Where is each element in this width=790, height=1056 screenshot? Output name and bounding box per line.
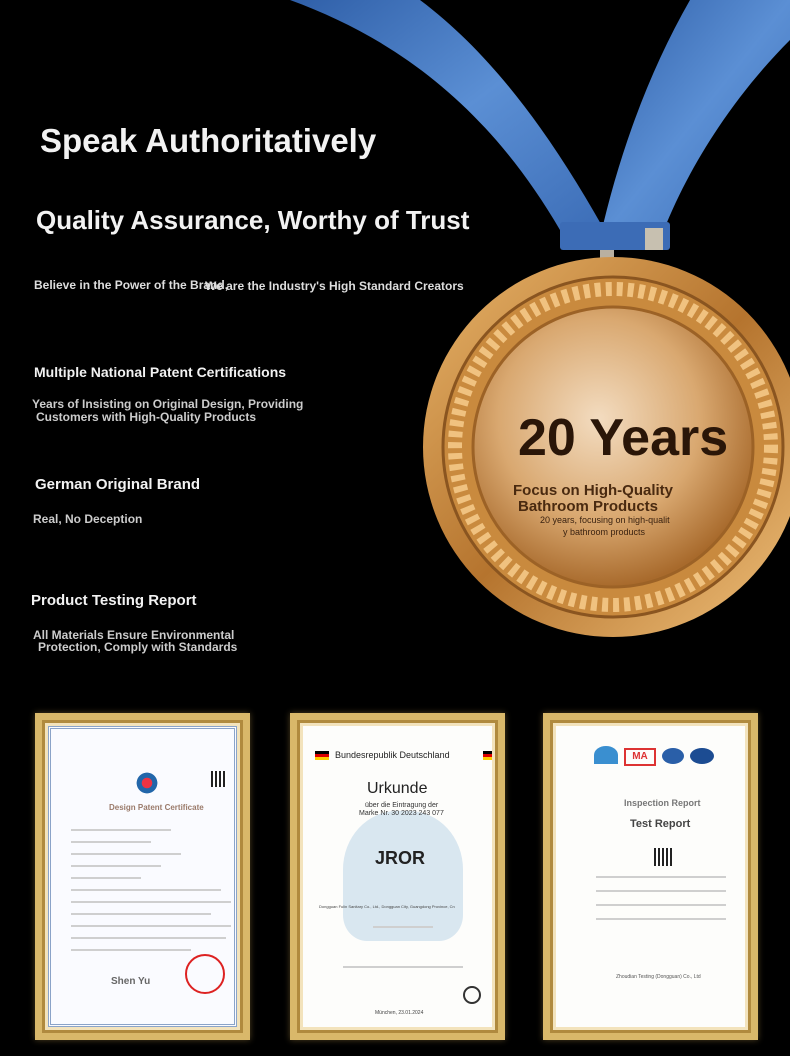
- page-subtitle: Quality Assurance, Worthy of Trust: [36, 205, 470, 235]
- feature-3-line1: All Materials Ensure Environmental: [33, 628, 235, 642]
- cnas-logo-icon: [594, 746, 618, 764]
- tagline-part-b: We are the Industry's High Standard Creators: [205, 279, 464, 293]
- inspection-text-line: [596, 890, 726, 892]
- german-flag-right-icon: [483, 751, 492, 760]
- patent-text-line: [71, 949, 191, 951]
- inspection-text-line: [596, 876, 726, 878]
- inspection-title: Inspection Report: [624, 798, 701, 808]
- cnas-text-logo-icon: [690, 748, 714, 764]
- trademark-title: Urkunde: [367, 780, 428, 797]
- trademark-certificate: [303, 726, 492, 1027]
- feature-2-title: German Original Brand: [35, 476, 201, 493]
- cma-logo-icon: MA: [624, 748, 656, 766]
- patent-text-line: [71, 937, 226, 939]
- inspection-company: Zhoudian Testing (Dongguan) Co., Ltd: [616, 974, 701, 980]
- feature-2-line1: Real, No Deception: [33, 512, 143, 526]
- trademark-brand: JROR: [375, 848, 426, 868]
- medal-focus-line1: Focus on High-Quality: [513, 482, 673, 499]
- trademark-place-date: München, 23.01.2024: [375, 1010, 424, 1016]
- medal-focus-line2: Bathroom Products: [518, 498, 659, 515]
- medal-small-line1: 20 years, focusing on high-qualit: [540, 515, 670, 525]
- feature-1-line1: Years of Insisting on Original Design, Providing: [32, 397, 304, 411]
- patent-title: Design Patent Certificate: [109, 803, 204, 812]
- certificate-frame-trademark: [290, 713, 505, 1040]
- patent-text-line: [71, 877, 141, 879]
- inspection-qr-icon: [654, 848, 672, 866]
- feature-3-line2: Protection, Comply with Standards: [38, 640, 238, 654]
- federal-seal-icon: [463, 986, 481, 1004]
- trademark-header: Bundesrepublik Deutschland: [335, 750, 450, 760]
- german-flag-left-icon: [315, 751, 329, 760]
- trademark-text-line: [373, 926, 433, 928]
- inspection-text-line: [596, 904, 726, 906]
- patent-text-line: [71, 901, 231, 903]
- trademark-text-line: [343, 966, 463, 968]
- patent-text-line: [71, 841, 151, 843]
- certificate-frame-patent: [35, 713, 250, 1040]
- red-seal-icon: [185, 954, 225, 994]
- ilac-logo-icon: [662, 748, 684, 764]
- patent-text-line: [71, 889, 221, 891]
- feature-1-line2: Customers with High-Quality Products: [36, 410, 257, 424]
- trademark-sub-line2: Marke Nr. 30 2023 243 077: [359, 810, 444, 817]
- medal-years: 20 Years: [518, 409, 729, 467]
- patent-signature-name: Shen Yu: [111, 976, 151, 987]
- medal-small-line2: y bathroom products: [563, 527, 646, 537]
- patent-emblem-icon: [135, 771, 159, 795]
- patent-text-line: [71, 913, 211, 915]
- inspection-certificate: [556, 726, 745, 1027]
- trademark-sub-line1: über die Eintragung der: [365, 802, 439, 809]
- patent-text-line: [71, 865, 161, 867]
- eagle-watermark-icon: [343, 811, 463, 941]
- patent-text-line: [71, 829, 171, 831]
- patent-certificate: [48, 726, 237, 1027]
- page-title: Speak Authoritatively: [40, 122, 377, 159]
- feature-3-title: Product Testing Report: [31, 592, 197, 609]
- patent-text-line: [71, 853, 181, 855]
- patent-qr-icon: [211, 771, 227, 787]
- inspection-subtitle: Test Report: [630, 818, 691, 830]
- trademark-owner: Dongguan Fulin Sanitary Co., Ltd., Dongguan City, Guangdong Province, Cn: [319, 904, 455, 909]
- feature-1-title: Multiple National Patent Certifications: [34, 364, 287, 380]
- tagline-part-a: Believe in the Power of the Brand,: [34, 278, 229, 292]
- inspection-text-line: [596, 918, 726, 920]
- certificate-frame-inspection: [543, 713, 758, 1040]
- patent-text-line: [71, 925, 231, 927]
